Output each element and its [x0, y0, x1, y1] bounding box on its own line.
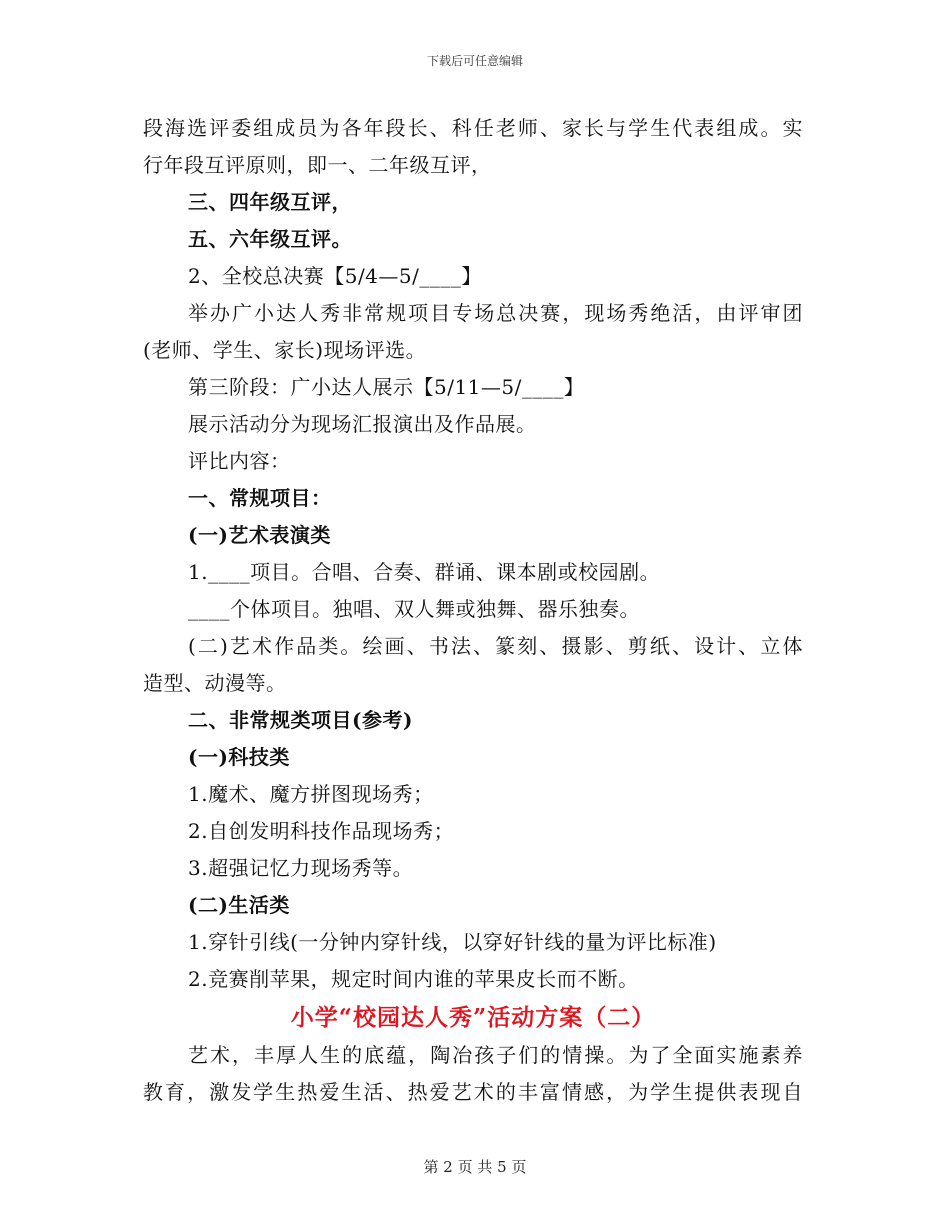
heading-line: (二)生活类 [188, 893, 290, 917]
paragraph-line: 段海选评委组成员为各年段长、科任老师、家长与学生代表组成。实 [143, 116, 803, 140]
heading-line: 一、常规项目： [188, 486, 332, 510]
paragraph-line: 三、四年级互评， [188, 190, 352, 214]
heading-line: (一)科技类 [188, 745, 290, 769]
paragraph-line: 举办广小达人秀非常规项目专场总决赛，现场秀绝活，由评审团 [188, 301, 803, 325]
heading-line: 二、非常规类项目(参考) [188, 708, 413, 732]
document-body [143, 110, 803, 1111]
paragraph-line: 1.____项目。合唱、合奏、群诵、课本剧或校园剧。 [188, 560, 661, 584]
page-number: 第 2 页 共 5 页 [423, 1158, 527, 1176]
paragraph-line: 2.自创发明科技作品现场秀； [188, 819, 455, 843]
heading-line: (一)艺术表演类 [188, 523, 331, 547]
paragraph-line: 展示活动分为现场汇报演出及作品展。 [188, 412, 537, 436]
paragraph-line: 五、六年级互评。 [188, 227, 352, 251]
paragraph-line: 1.魔术、魔方拼图现场秀； [188, 782, 434, 806]
paragraph-line: 3.超强记忆力现场秀等。 [188, 856, 414, 880]
paragraph-line: 2、全校总决赛【5/4—5/____】 [188, 264, 482, 288]
paragraph-line: 造型、动漫等。 [143, 671, 287, 695]
paragraph-line: 1.穿针引线(一分钟内穿针线，以穿好针线的量为评比标准) [188, 930, 717, 954]
paragraph-line: 第三阶段：广小达人展示【5/11—5/____】 [188, 375, 585, 399]
paragraph-line: (二)艺术作品类。绘画、书法、篆刻、摄影、剪纸、设计、立体 [188, 634, 803, 658]
paragraph-line: 艺术，丰厚人生的底蕴，陶冶孩子们的情操。为了全面实施素养 [188, 1043, 803, 1067]
paragraph-line: 行年段互评原则，即一、二年级互评， [143, 153, 492, 177]
paragraph-line: (老师、学生、家长)现场评选。 [143, 338, 427, 362]
paragraph-line: 教育，激发学生热爱生活、热爱艺术的丰富情感，为学生提供表现自 [143, 1080, 803, 1104]
section-title: 小学“校园达人秀”活动方案（二） [290, 1004, 656, 1031]
paragraph-line: 评比内容： [188, 449, 291, 473]
paragraph-line: 2.竞赛削苹果，规定时间内谁的苹果皮长而不断。 [188, 967, 639, 991]
paragraph-line: ____个体项目。独唱、双人舞或独舞、器乐独奏。 [188, 597, 640, 621]
page-header: 下载后可任意编辑 [426, 54, 523, 68]
